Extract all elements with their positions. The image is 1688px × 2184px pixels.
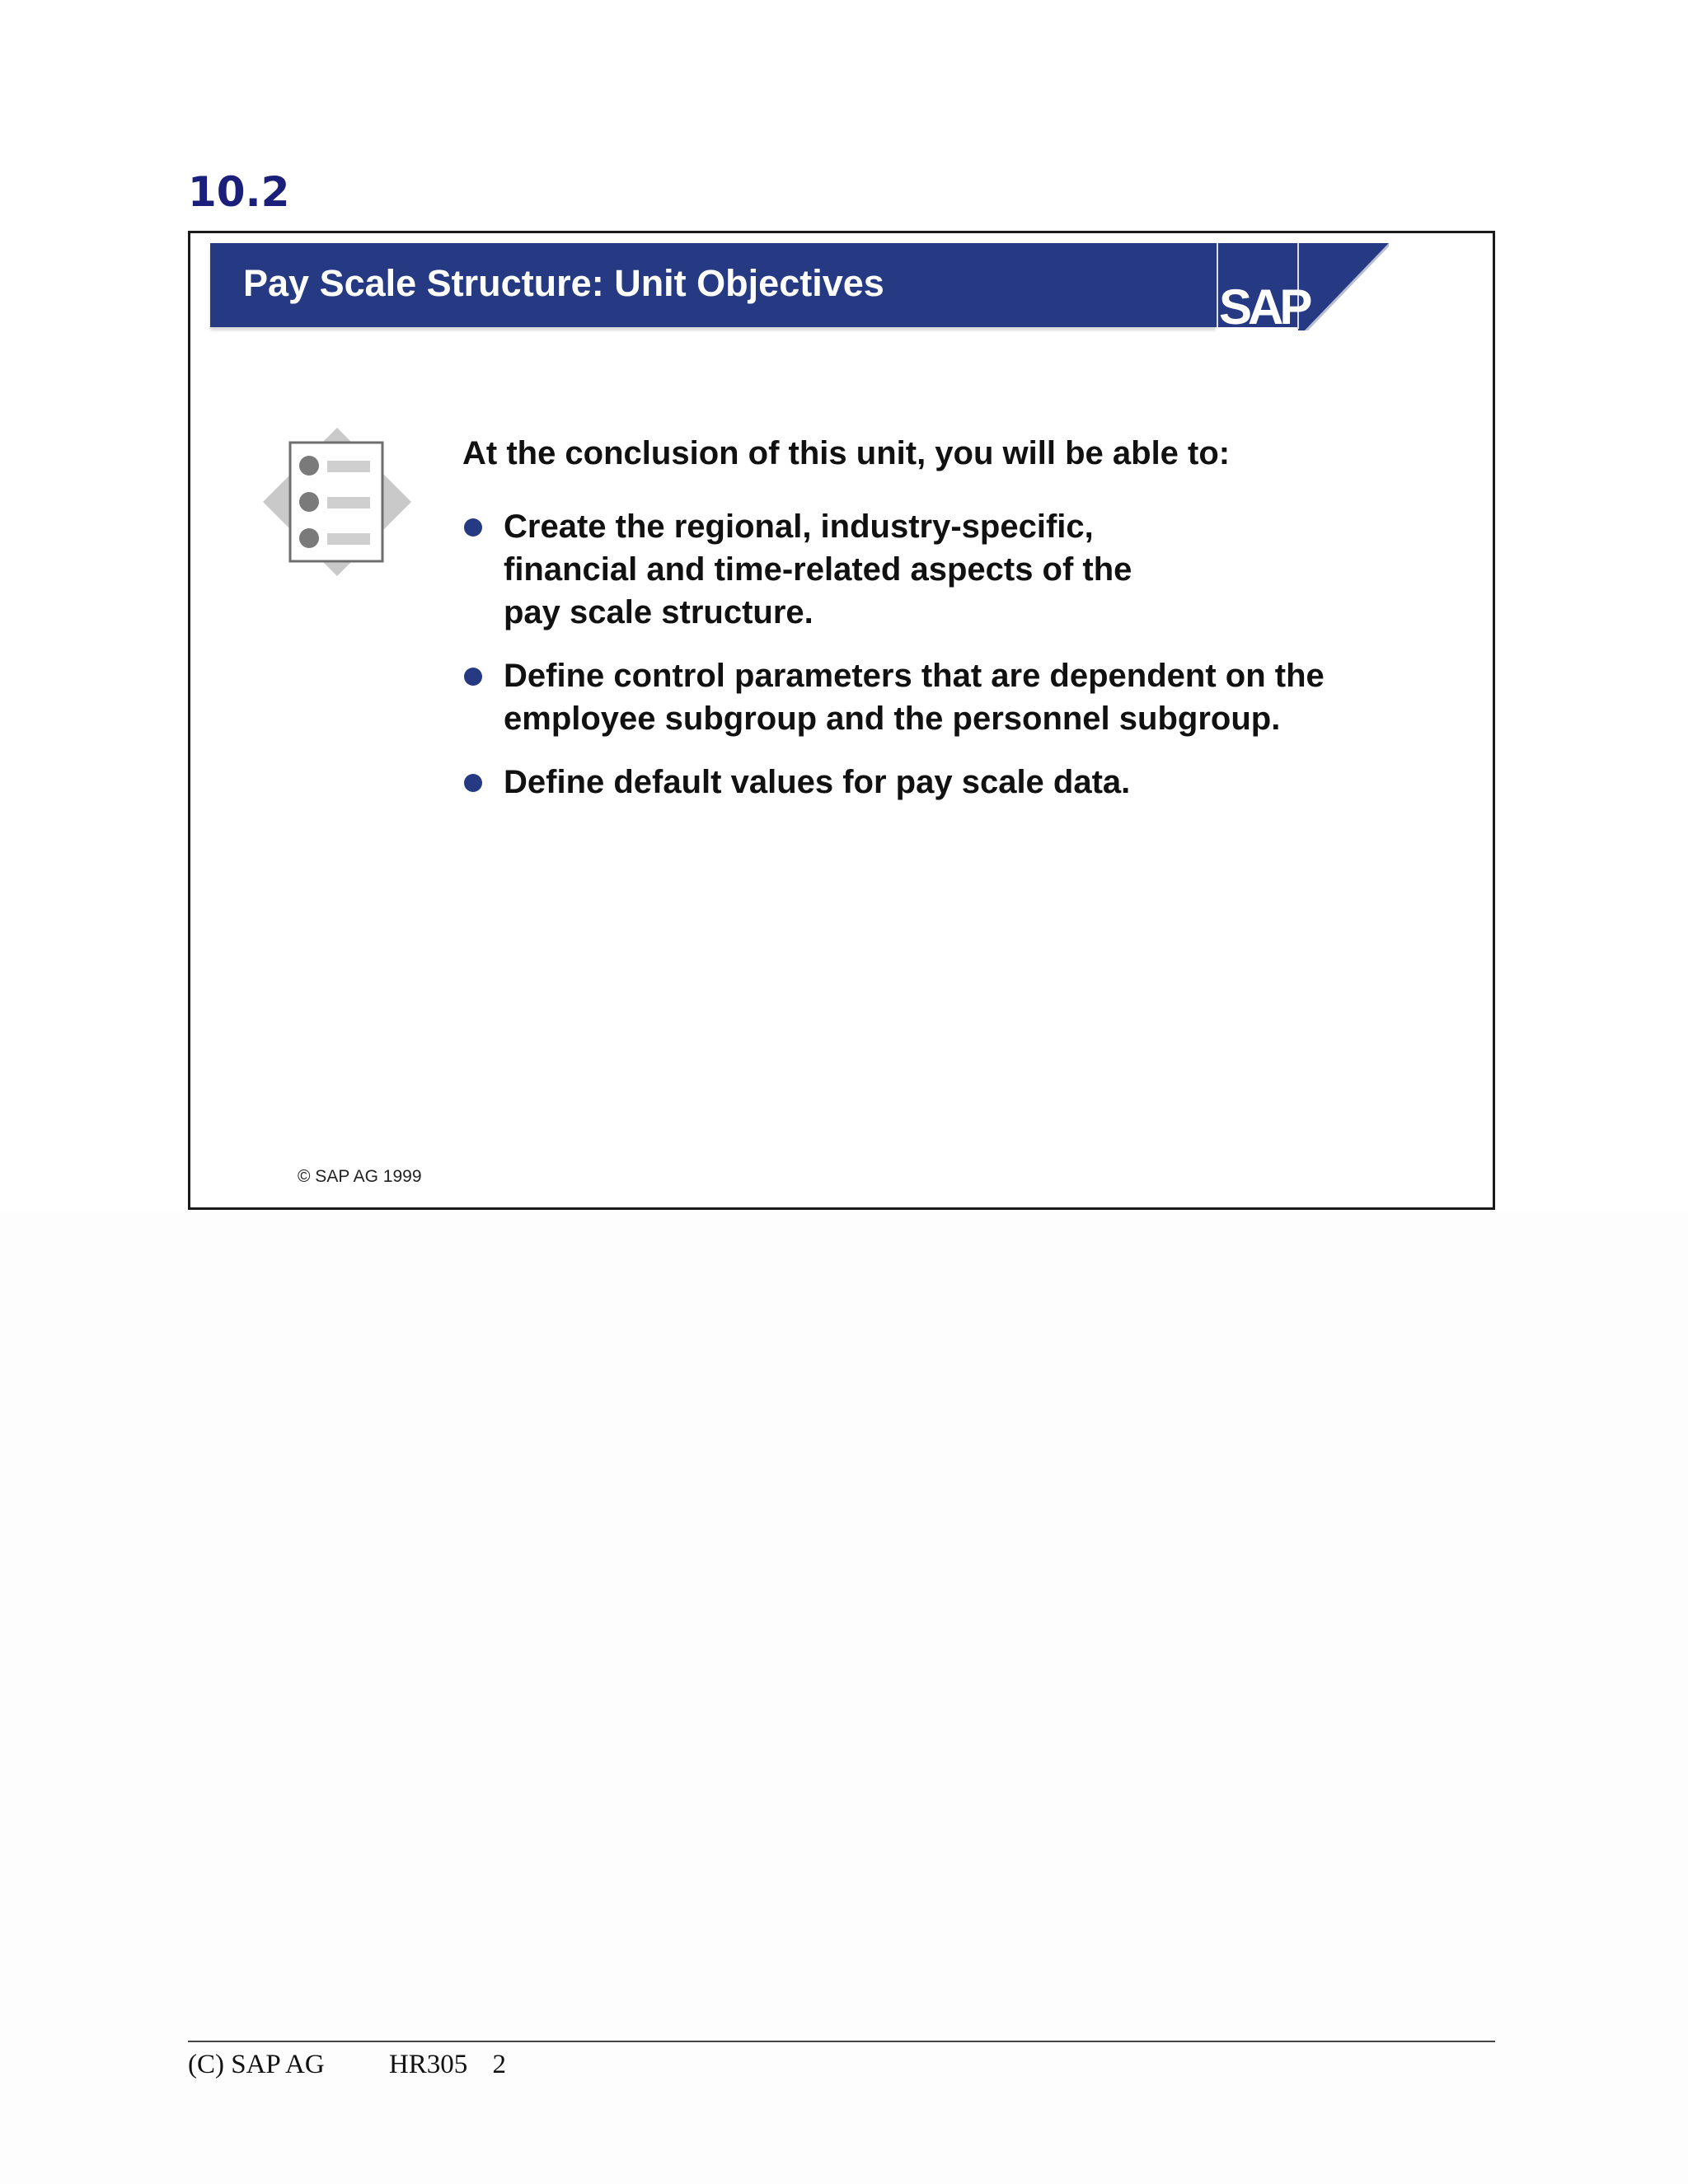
- bullet-icon: [464, 774, 482, 792]
- page-footer: [188, 2049, 506, 2082]
- objective-text: Define default values for pay scale data.: [504, 764, 1131, 800]
- objective-list: [462, 505, 1369, 824]
- footer-company: (C) SAP AG: [188, 2050, 325, 2079]
- section-number: 10.2: [188, 168, 290, 216]
- footer-divider: [188, 2041, 1495, 2042]
- slide-copyright: © SAP AG 1999: [298, 1167, 422, 1186]
- slide-frame: [188, 231, 1495, 1210]
- objective-text: Define control parameters that are dependent on the employee subgroup and the personnel subgroup.: [504, 658, 1325, 737]
- slide-title: Pay Scale Structure: Unit Objectives: [243, 262, 884, 304]
- bullet-icon: [464, 668, 482, 686]
- objective-text: Create the regional, industry-specific, financial and time-related aspects of the pay scale structure.: [504, 509, 1132, 630]
- sap-logo-text: SAP: [1219, 279, 1309, 330]
- page-background-lower: [0, 1212, 1688, 2184]
- bullet-icon: [464, 518, 482, 537]
- sap-logo: [1216, 243, 1389, 330]
- title-banner: [210, 243, 1216, 327]
- objective-item: [462, 505, 1188, 634]
- objective-item: [462, 654, 1328, 740]
- objectives-intro: At the conclusion of this unit, you will be able to:: [462, 435, 1231, 471]
- objectives-list-icon: [263, 428, 411, 576]
- footer-page-number: 2: [492, 2050, 506, 2079]
- objective-item: [462, 761, 1369, 804]
- footer-course-code: HR305: [388, 2050, 468, 2079]
